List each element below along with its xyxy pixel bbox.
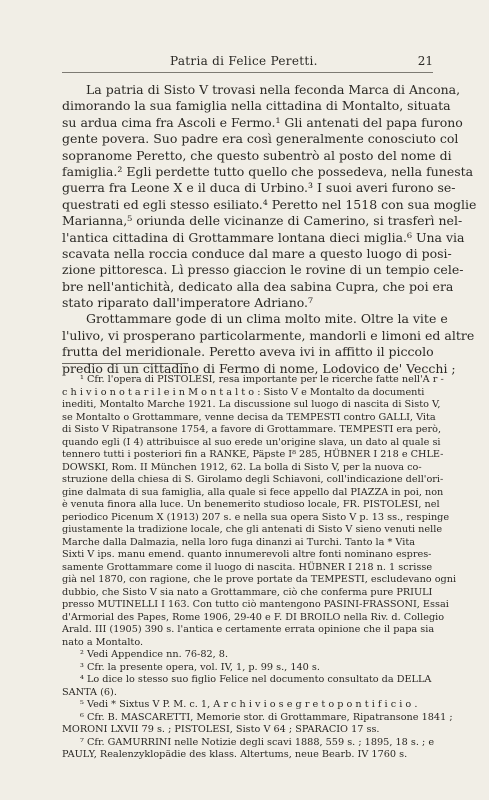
- footnote-line: PAULY, Realenzyklopädie des klass. Altertums, neue Bearb. IV 1760 s.: [62, 749, 408, 760]
- main-text: [62, 82, 477, 377]
- footnote-line: di Sisto V Ripatransone 1754, a favore di Grottammare. TEMPESTI era però,: [62, 424, 442, 435]
- footnote-line: ⁶ Cfr. B. MASCARETTI, Memorie stor. di Grottammare, Ripatransone 1841 ;: [80, 711, 453, 723]
- body-line: l'antica cittadina di Grottammare lontana dieci miglia.⁶ Una via: [62, 229, 465, 245]
- footnote-line: ⁷ Cfr. GAMURRINI nelle Notizie degli scavi 1888, 559 s. ; 1895, 18 s. ; e: [80, 736, 435, 748]
- footnote-line: periodico Picenum X (1913) 207 s. e nella sua opera Sisto V p. 13 ss., respinge: [62, 511, 450, 523]
- footnote-line: DOWSKI, Rom. II München 1912, 62. La bolla di Sisto V, per la nuova co-: [62, 461, 422, 473]
- body-line: Marianna,⁵ oriunda delle vicinanze di Camerino, si trasferì nel-: [62, 213, 463, 229]
- page-number: 21: [417, 54, 433, 68]
- footnote-line: ⁵ Vedi * Sixtus V P. M. c. 1, A r c h i v i o s e g r e t o p o n t i f i c i o .: [80, 699, 418, 710]
- footnote-line: Sixti V ips. manu emend. quanto innumerevoli altre fonti nominano espres-: [62, 549, 432, 560]
- footnote-line: tennero tutti i posteriori fin a RANKE, Päpste I⁸ 285, HÜBNER I 218 e CHLE-: [62, 449, 444, 460]
- footnote-line: SANTA (6).: [62, 686, 117, 698]
- body-line: Grottammare gode di un clima molto mite. Oltre la vite e: [86, 311, 448, 327]
- body-line: stato riparato dall'imperatore Adriano.⁷: [62, 295, 314, 311]
- footnote-line: inediti, Montalto Marche 1921. La discussione sul luogo di nascita di Sisto V,: [62, 399, 441, 410]
- body-line: frutta del meridionale. Peretto aveva ivi in affitto il piccolo: [62, 344, 434, 360]
- body-line: dimorando la sua famiglia nella cittadina di Montalto, situata: [62, 98, 451, 114]
- footnote-line: struzione della chiesa di S. Girolamo degli Schiavoni, coll'indicazione dell'ori-: [62, 474, 444, 485]
- footnote-line: già nel 1870, con ragione, che le prove portate da TEMPESTI, escludevano ogni: [62, 574, 457, 585]
- footnote-line: d'Armorial des Papes, Rome 1906, 29-40 e F. DI BROILO nella Riv. d. Collegio: [62, 611, 445, 623]
- footnote-line: ³ Cfr. la presente opera, vol. IV, 1, p. 99 s., 140 s.: [80, 661, 320, 673]
- footnote-line: dubbio, che Sisto V sia nato a Grottammare, ciò che conferma pure PRIULI: [62, 586, 433, 598]
- footnote-line: se Montalto o Grottammare, venne decisa da TEMPESTI contro GALLI, Vita: [62, 411, 436, 423]
- footnote-line: quando egli (I 4) attribuisce al suo erede un'origine slava, un dato al quale si: [62, 436, 441, 448]
- footnote-line: giustamente la tradizione locale, che gli antenati di Sisto V sieno venuti nelle: [62, 524, 443, 535]
- body-line: questrati ed egli stesso esiliato.⁴ Peretto nel 1518 con sua moglie: [62, 196, 477, 212]
- footnote-line: samente Grottammare come il luogo di nascita. HÜBNER I 218 n. 1 scrisse: [62, 561, 433, 573]
- body-line: famiglia.² Egli perdette tutto quello che possedeva, nella funesta: [62, 163, 474, 179]
- footnote-line: è venuta finora alla luce. Un benemerito studioso locale, FR. PISTOLESI, nel: [62, 499, 440, 510]
- footnote-line: Arald. III (1905) 390 s. l'antica e certamente errata opinione che il papa sia: [62, 624, 435, 635]
- footnote-line: nato a Montalto.: [62, 636, 144, 648]
- body-line: guerra fra Leone X e il duca di Urbino.³ I suoi averi furono se-: [62, 180, 456, 196]
- body-line: sopranome Peretto, che questo subentrò al posto del nome di: [62, 147, 452, 163]
- footnote-line: MORONI LXVII 79 s. ; PISTOLESI, Sisto V 64 ; SPARACIO 17 ss.: [62, 724, 380, 735]
- footnote-line: ¹ Cfr. l'opera di PISTOLESI, resa importante per le ricerche fatte nell'A r -: [80, 374, 444, 385]
- body-line: gente povera. Suo padre era così generalmente conosciuto col: [62, 131, 459, 147]
- body-line: La patria di Sisto V trovasi nella feconda Marca di Ancona,: [86, 82, 461, 97]
- body-line: l'ulivo, vi prosperano particolarmente, mandorli e limoni ed altre: [62, 327, 475, 343]
- footnote-line: presso MUTINELLI I 163. Con tutto ciò mantengono PASINI-FRASSONI, Essai: [62, 599, 449, 610]
- running-title: Patria di Felice Peretti.: [170, 54, 318, 68]
- footnote-rule: [62, 363, 188, 364]
- body-line: scavata nella roccia conduce dal mare a questo luogo di posi-: [62, 245, 452, 261]
- footnote-line: ⁴ Lo dice lo stesso suo figlio Felice nel documento consultato da DELLA: [80, 674, 432, 685]
- body-line: su ardua cima fra Ascoli e Fermo.¹ Gli antenati del papa furono: [62, 114, 463, 130]
- footnotes: [62, 374, 457, 762]
- body-line: bre nell'antichità, dedicato alla dea sabina Cupra, che poi era: [62, 278, 454, 294]
- running-header: [62, 52, 433, 73]
- body-line: predio di un cittadino di Fermo di nome, Lodovico de' Vecchi ;: [62, 360, 456, 376]
- footnote-line: c h i v i o n o t a r i l e i n M o n t a l t o : Sisto V e Montalto da documenti: [62, 386, 425, 398]
- footnote-line: ² Vedi Appendice nn. 76-82, 8.: [80, 649, 229, 660]
- footnote-line: Marche dalla Dalmazia, nella loro fuga dinanzi ai Turchi. Tanto la * Vita: [62, 536, 415, 548]
- body-line: zione pittoresca. Lì presso giaccion le rovine di un tempio cele-: [62, 262, 464, 278]
- footnote-line: gine dalmata di sua famiglia, alla quale si fece appello dal PIAZZA in poi, non: [62, 486, 444, 498]
